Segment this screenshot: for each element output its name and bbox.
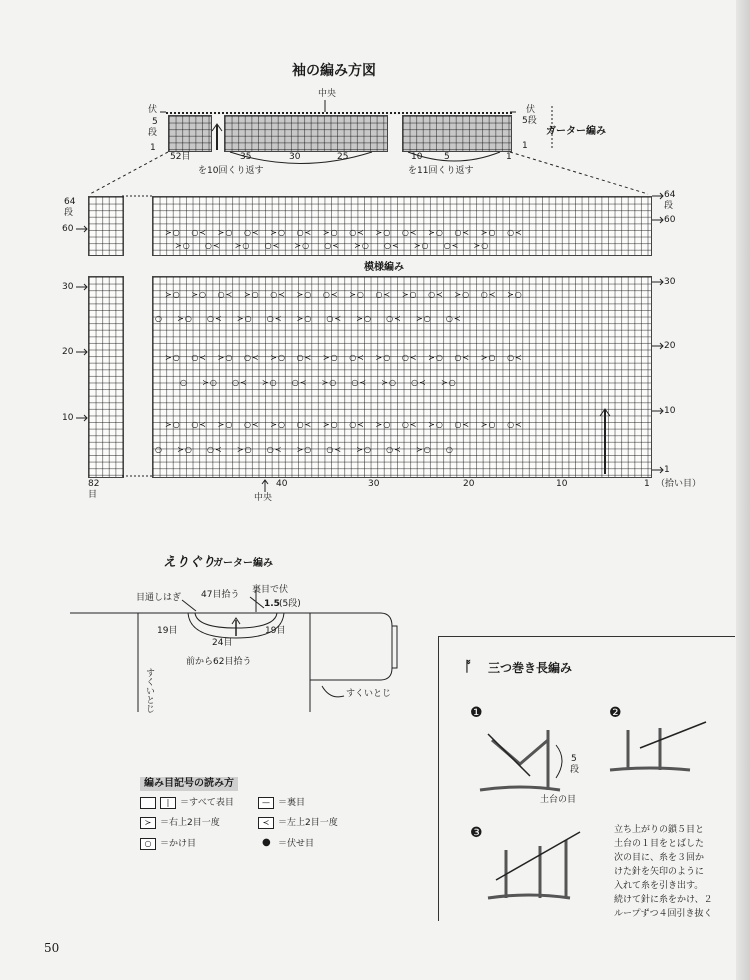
collar-me-toshi: 目通しはぎ [136, 593, 182, 603]
row-20-label: 20 [62, 347, 74, 357]
crochet-step-2: ❷ [609, 705, 622, 721]
crochet-desc-4: 入れて糸を引き出す。 [614, 881, 704, 891]
collar-pick-47: 47目拾う [201, 590, 240, 600]
row-dan-label: 段 [64, 208, 74, 218]
legend-label-yo: ＝かけ目 [160, 839, 197, 849]
collar-19-right: 19目 [265, 626, 286, 636]
collar-bind-back: 裏目で伏 [252, 585, 289, 595]
stitch-symbols-row-17: ○ ≻○ ○≺ ≻○ ○≺ ≻○ ○≺ ≻○ ○≺ ≻○ [180, 378, 457, 387]
crochet-desc-0: 立ち上がりの鎖５目と [614, 825, 705, 835]
col-10-label: 10 [556, 479, 568, 489]
crochet-base: 土台の目 [540, 795, 577, 805]
row-10-label: 10 [62, 413, 74, 423]
crochet-five: 5 [571, 754, 577, 764]
top-right-5dan: 5段 [522, 116, 537, 126]
legend-label-bindoff: ＝伏せ目 [278, 839, 315, 849]
top-left-1: 1 [150, 143, 156, 153]
collar-five-dan: (5段) [279, 599, 301, 609]
chart-center-label: 中央 [254, 493, 273, 503]
top-col-52: 52目 [170, 152, 191, 162]
stitch-symbols-row-27: ○ ≻○ ○≺ ≻○ ○≺ ≻○ ○≺ ≻○ ○≺ ≻○ ○≺ [155, 314, 462, 323]
legend-symbol-left-dec: ≺ [258, 817, 274, 829]
top-right-1: 1 [522, 141, 528, 151]
crochet-step-1: ❶ [470, 705, 483, 721]
pickup-label: （拾い目） [656, 479, 702, 489]
collar-sukui-left: すくいとじ [144, 668, 154, 713]
crochet-desc-5: 続けて針に糸をかけ、２ [614, 895, 713, 905]
crochet-desc-2: 次の目に、糸を３回か [614, 853, 705, 863]
crochet-desc-1: 土台の１目をとばした [614, 839, 705, 849]
top-right-fu: 伏 [526, 105, 536, 115]
stitch-symbols-row-10: ≻○ ○≺ ≻○ ○≺ ≻○ ○≺ ≻○ ○≺ ≻○ ○≺ ≻○ ○≺ ≻○ ○≺ [165, 420, 523, 429]
crochet-step-3: ❸ [470, 825, 483, 841]
top-col-30: 30 [289, 152, 301, 162]
right-30-label: 30 [664, 277, 676, 287]
top-center-label: 中央 [318, 89, 337, 99]
crochet-desc-6: ループずつ４回引き抜く [614, 909, 713, 919]
top-col-1: 1 [506, 152, 512, 162]
top-col-35: 35 [240, 152, 252, 162]
crochet-desc-3: けた針を矢印のように [614, 867, 705, 877]
right-64-label: 64 [664, 190, 676, 200]
right-60-label: 60 [664, 215, 676, 225]
top-left-5: 5 [152, 117, 158, 127]
col-82-label: 82 [88, 479, 100, 489]
right-1-label: 1 [664, 465, 670, 475]
legend-symbol-right-dec: ≻ [140, 817, 156, 829]
legend-label-knit: ＝すべて表目 [180, 798, 234, 808]
pattern-label: 模様編み [364, 262, 404, 273]
collar-24: 24目 [212, 638, 233, 648]
collar-front-62: 前から62目拾う [186, 657, 252, 667]
col-30-label: 30 [368, 479, 380, 489]
stitch-symbols-upper: ≻○ ○≺ ≻○ ○≺ ≻○ ○≺ ≻○ ○≺ ≻○ ○≺ ≻○ ○≺ ≻○ ○≺ [165, 228, 523, 237]
collar-19-left: 19目 [157, 626, 178, 636]
page-title: 袖の編み方図 [292, 63, 376, 79]
page-gutter-shadow [736, 0, 750, 980]
legend-label-right-dec: ＝右上2目一度 [160, 818, 220, 828]
legend-label-purl: ＝裏目 [278, 798, 306, 808]
top-left-fu: 伏 [148, 105, 158, 115]
repeat-11-note: を11回くり返す [408, 166, 474, 176]
row-64-label: 64 [64, 197, 76, 207]
crochet-icon: ᚩ [464, 659, 473, 675]
top-col-5: 5 [444, 152, 450, 162]
legend-label-left-dec: ＝左上2目一度 [278, 818, 338, 828]
legend-symbol-bindoff: ● [262, 837, 271, 848]
col-1-label: 1 [644, 479, 650, 489]
top-col-10: 10 [411, 152, 423, 162]
legend-symbol-purl: — [258, 797, 274, 809]
stitch-symbols-row-6: ○ ≻○ ○≺ ≻○ ○≺ ≻○ ○≺ ≻○ ○≺ ≻○ ○ [155, 445, 454, 454]
collar-title: えりぐり [163, 555, 216, 570]
collar-height: 1.5 [264, 599, 280, 609]
legend-symbol-yo: ○ [140, 838, 156, 850]
right-20-label: 20 [664, 341, 676, 351]
garter-label: ガーター編み [546, 126, 606, 137]
col-me-label: 目 [88, 490, 98, 500]
stitch-symbols-row-20: ≻○ ○≺ ≻○ ○≺ ≻○ ○≺ ≻○ ○≺ ≻○ ○≺ ≻○ ○≺ ≻○ ○≺ [165, 353, 523, 362]
top-col-25: 25 [337, 152, 349, 162]
page-number: 50 [44, 941, 60, 955]
col-20-label: 20 [463, 479, 475, 489]
legend-symbol-knit-bar: | [160, 797, 176, 809]
stitch-symbols-row-30: ≻○ ≻○ ○≺ ≻○ ○≺ ≻○ ○≺ ≻○ ○≺ ≻○ ○≺ ≻○ ○≺ ≻○ [165, 290, 523, 299]
repeat-10-note: を10回くり返す [198, 166, 264, 176]
top-left-dan: 段 [148, 128, 158, 138]
crochet-title: 三つ巻き長編み [488, 661, 573, 675]
right-dan-label: 段 [664, 201, 674, 211]
row-30-label: 30 [62, 282, 74, 292]
col-40-label: 40 [276, 479, 288, 489]
row-60-label: 60 [62, 224, 74, 234]
crochet-dan: 段 [570, 765, 580, 775]
collar-sukui-right: すくいとじ [346, 689, 392, 699]
collar-subtitle: ガーター編み [213, 558, 273, 569]
stitch-symbols-upper-2: ≻○ ○≺ ≻○ ○≺ ≻○ ○≺ ≻○ ○≺ ≻○ ○≺ ≻○ [175, 241, 490, 250]
legend-title: 編み目記号の読み方 [140, 777, 238, 791]
right-10-label: 10 [664, 406, 676, 416]
